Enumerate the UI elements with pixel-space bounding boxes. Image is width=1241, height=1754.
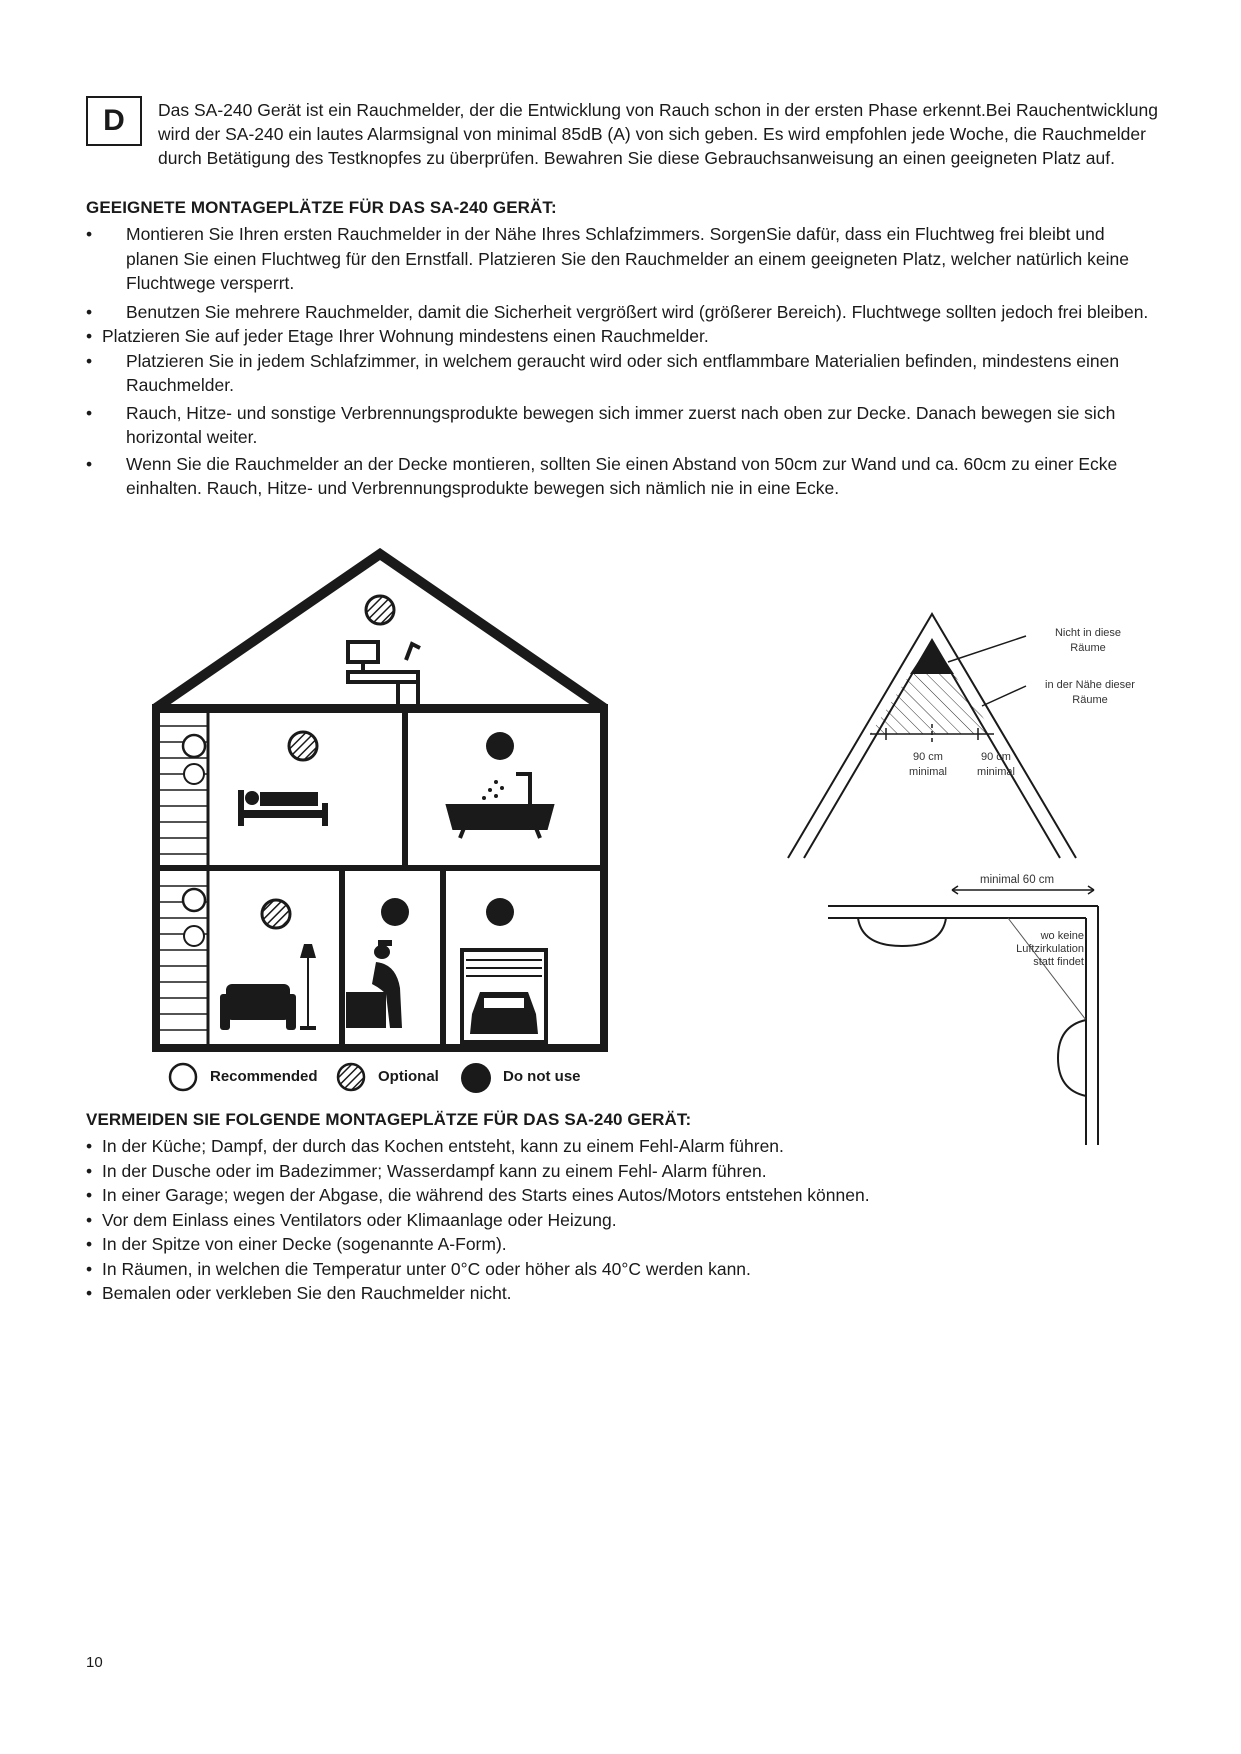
floor-lamp-icon — [300, 944, 316, 1030]
cook-icon — [346, 940, 402, 1028]
avoid-item: • In der Küche; Dampf, der durch das Kochen entsteht, kann zu einem Fehl-Alarm führen. — [86, 1134, 1166, 1159]
callout-line — [948, 636, 1026, 662]
apex-zone — [910, 641, 954, 674]
recommended-detector-icon — [183, 735, 205, 757]
corner-diagram — [828, 870, 1128, 1150]
bullet: • — [86, 301, 93, 322]
suitable-item: • Rauch, Hitze- und sonstige Verbrennungsprodukte bewegen sich immer zuerst nach oben zur Decke. Danach bewegen sie sich horizontal weiter. — [86, 402, 1116, 447]
legend-recommended-icon — [168, 1062, 198, 1092]
bullet: • — [86, 1209, 93, 1230]
intro-paragraph: Das SA-240 Gerät ist ein Rauchmelder, der die Entwicklung von Rauch schon in der ersten Phase erkennt.Bei Rauchentwicklung wird der SA-240 ein lautes Alarmsignal von minimal 85dB (A) von sich geben. Es wird empfohlen jede Woche, die Rauchmelder durch Betätigung des Testknopfes zu überprüfen. Bewahren Sie diese Gebrauchsanweisung an einen geeigneten Platz auf. — [158, 100, 1158, 168]
avoid-item: • In der Spitze von einer Decke (sogenannte A-Form). — [86, 1232, 1166, 1257]
page-number: 10 — [86, 1654, 103, 1671]
corner-label-no-circulation: wo keine Luftzirkulation statt findet — [1016, 930, 1084, 968]
language-badge: D — [86, 96, 142, 146]
wall-detector-icon — [1058, 1020, 1086, 1096]
legend-do-not-use: Do not use — [503, 1068, 581, 1085]
suitable-item: • Benutzen Sie mehrere Rauchmelder, damit die Sicherheit vergrößert wird (größerer Bereich). Fluchtwege sollten jedoch frei bleiben. — [86, 300, 1166, 325]
roof-label-near-here: in der Nähe dieser Räume — [1045, 679, 1135, 706]
person-icon — [184, 926, 204, 946]
armchair-icon — [220, 984, 296, 1030]
bullet: • — [86, 1258, 93, 1279]
ceiling-detector-icon — [858, 918, 946, 946]
avoid-item: • In Räumen, in welchen die Temperatur unter 0°C oder höher als 40°C werden kann. — [86, 1257, 1166, 1282]
legend-recommended: Recommended — [210, 1068, 318, 1085]
bullet: • — [86, 224, 93, 244]
avoid-item: • Bemalen oder verkleben Sie den Rauchmelder nicht. — [86, 1281, 1166, 1306]
house-diagram — [150, 548, 620, 1108]
avoid-heading: VERMEIDEN SIE FOLGENDE MONTAGEPLÄTZE FÜR DAS SA-240 GERÄT: — [86, 1110, 692, 1129]
callout-line — [982, 686, 1026, 706]
house-roof — [156, 554, 604, 708]
legend-optional-icon — [336, 1062, 366, 1092]
suitable-list — [86, 222, 1166, 501]
roof-label-left-distance: 90 cm minimal — [909, 751, 947, 778]
roof-label-not-here: Nicht in diese Räume — [1054, 627, 1122, 654]
bullet: • — [86, 1160, 93, 1181]
suitable-item: • Platzieren Sie in jedem Schlafzimmer, in welchem geraucht wird oder sich entflammbare Materialien befinden, mindestens einen Rauchmelder. — [86, 350, 1120, 395]
suitable-item: • Platzieren Sie auf jeder Etage Ihrer Wohnung mindestens einen Rauchmelder. — [86, 324, 1166, 349]
optional-detector-icon — [366, 596, 394, 624]
roof-label-right-distance: 90 cm minimal — [977, 751, 1015, 778]
do-not-use-detector-icon — [486, 732, 514, 760]
do-not-use-detector-icon — [486, 898, 514, 926]
avoid-item: • Vor dem Einlass eines Ventilators oder Klimaanlage oder Heizung. — [86, 1208, 1166, 1233]
bullet: • — [86, 1185, 93, 1205]
do-not-use-detector-icon — [381, 898, 409, 926]
garage-car-icon — [462, 950, 546, 1042]
suitable-heading: GEEIGNETE MONTAGEPLÄTZE FÜR DAS SA-240 GERÄT: — [86, 198, 557, 217]
bullet: • — [86, 453, 93, 474]
bullet: • — [86, 350, 93, 371]
legend-do-not-use-icon — [460, 1062, 492, 1094]
desk-icon — [348, 642, 420, 708]
bed-icon — [238, 790, 328, 826]
avoid-list — [86, 1134, 1166, 1306]
suitable-item: • Montieren Sie Ihren ersten Rauchmelder in der Nähe Ihres Schlafzimmers. SorgenSie dafür, dass ein Fluchtweg frei bleibt und planen Sie einen Fluchtweg für den Ernstfall. Platzieren Sie den Rauchmelder an einem geeigneten Platz, welcher natürlich keine Fluchtwege versperrt. — [86, 224, 1129, 293]
shower-drops-icon — [482, 780, 504, 800]
optional-detector-icon — [262, 900, 290, 928]
suitable-item: • Wenn Sie die Rauchmelder an der Decke montieren, sollten Sie einen Abstand von 50cm zur Wand und ca. 60cm zu einer Ecke einhalten. Rauch, Hitze- und Verbrennungsprodukte bewegen sich nämlich nie in eine Ecke. — [86, 453, 1118, 498]
bullet: • — [86, 402, 93, 423]
corner-label-min-distance: minimal 60 cm — [980, 874, 1055, 886]
avoid-item: • In einer Garage; wegen der Abgase, die während des Starts eines Autos/Motors entstehen können. — [86, 1183, 1166, 1208]
bullet: • — [86, 326, 93, 346]
bullet: • — [86, 1283, 93, 1303]
bullet: • — [86, 1234, 93, 1254]
bullet: • — [86, 1136, 93, 1156]
bathtub-icon — [448, 774, 552, 838]
legend-optional: Optional — [378, 1068, 439, 1085]
optional-detector-icon — [289, 732, 317, 760]
avoid-item: • In der Dusche oder im Badezimmer; Wasserdampf kann zu einem Fehl- Alarm führen. — [86, 1159, 1166, 1184]
person-icon — [184, 764, 204, 784]
recommended-detector-icon — [183, 889, 205, 911]
